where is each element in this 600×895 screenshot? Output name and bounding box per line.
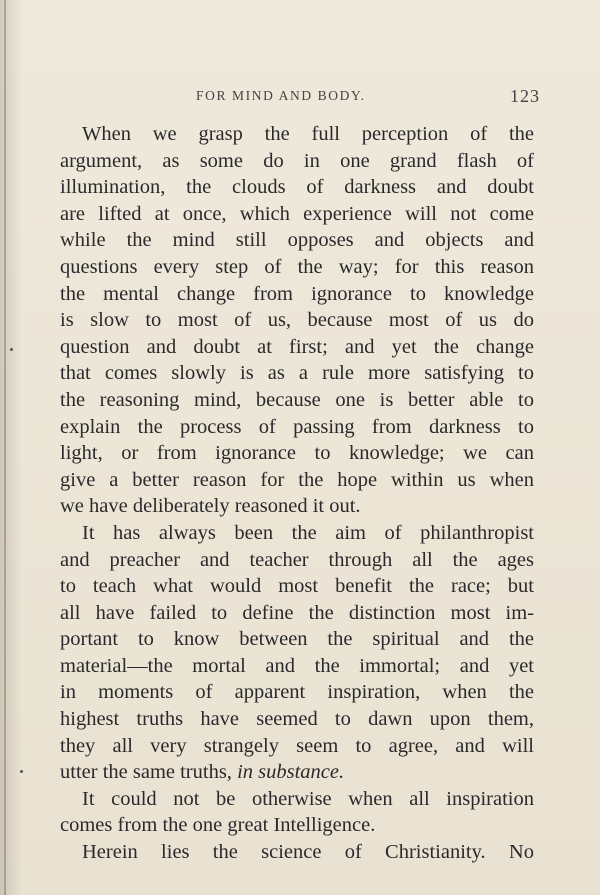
text-line: while the mind still opposes and objects and [60,229,534,252]
margin-speck [20,770,23,773]
text-line: Herein lies the science of Christianity. No [82,841,534,864]
text-line: question and doubt at first; and yet the change [60,335,534,358]
text-line: highest truths have seemed to dawn upon them, [60,708,534,731]
text-line: comes from the one great Intelligence. [60,814,376,837]
text-line: material—the mortal and the immortal; and yet [60,654,534,677]
text-line: light, or from ignorance to knowledge; we can [60,442,534,465]
running-head: FOR MIND AND BODY. [196,88,366,103]
text-line: illumination, the clouds of darkness and doubt [60,176,534,199]
page-header [60,88,540,110]
text-line: we have deliberately reasoned it out. [60,495,361,518]
page-number: 123 [510,86,540,106]
text-line: they all very strangely seem to agree, and will [60,734,534,757]
text-line: explain the process of passing from darkness to [60,415,534,438]
text-line: It has always been the aim of philanthropist [82,521,534,544]
text-line: all have failed to define the distinction most im- [60,601,534,624]
text-line: to teach what would most benefit the race; but [60,575,534,598]
text-line: It could not be otherwise when all inspiration [82,787,534,810]
text-line: give a better reason for the hope within us when [60,468,534,491]
text-line: that comes slowly is as a rule more satisfying to [60,362,534,385]
margin-speck [10,348,13,351]
text-span: utter the same truths, [60,761,238,784]
italic-phrase: in substance. [237,761,345,784]
text-line: the reasoning mind, because one is better able to [60,388,534,411]
text-line: When we grasp the full perception of the [82,123,534,145]
text-line: is slow to most of us, because most of us do [60,309,534,332]
page-gutter [4,0,6,895]
text-line: portant to know between the spiritual and the [60,628,534,651]
text-line: questions every step of the way; for this reason [60,255,534,278]
body-text [60,121,534,866]
text-line: in moments of apparent inspiration, when the [60,681,534,704]
text-line: are lifted at once, which experience will not come [60,202,534,225]
text-line: the mental change from ignorance to knowledge [60,282,534,305]
text-line: argument, as some do in one grand flash of [60,149,534,172]
text-line: and preacher and teacher through all the ages [60,548,534,571]
text-line [60,759,534,786]
